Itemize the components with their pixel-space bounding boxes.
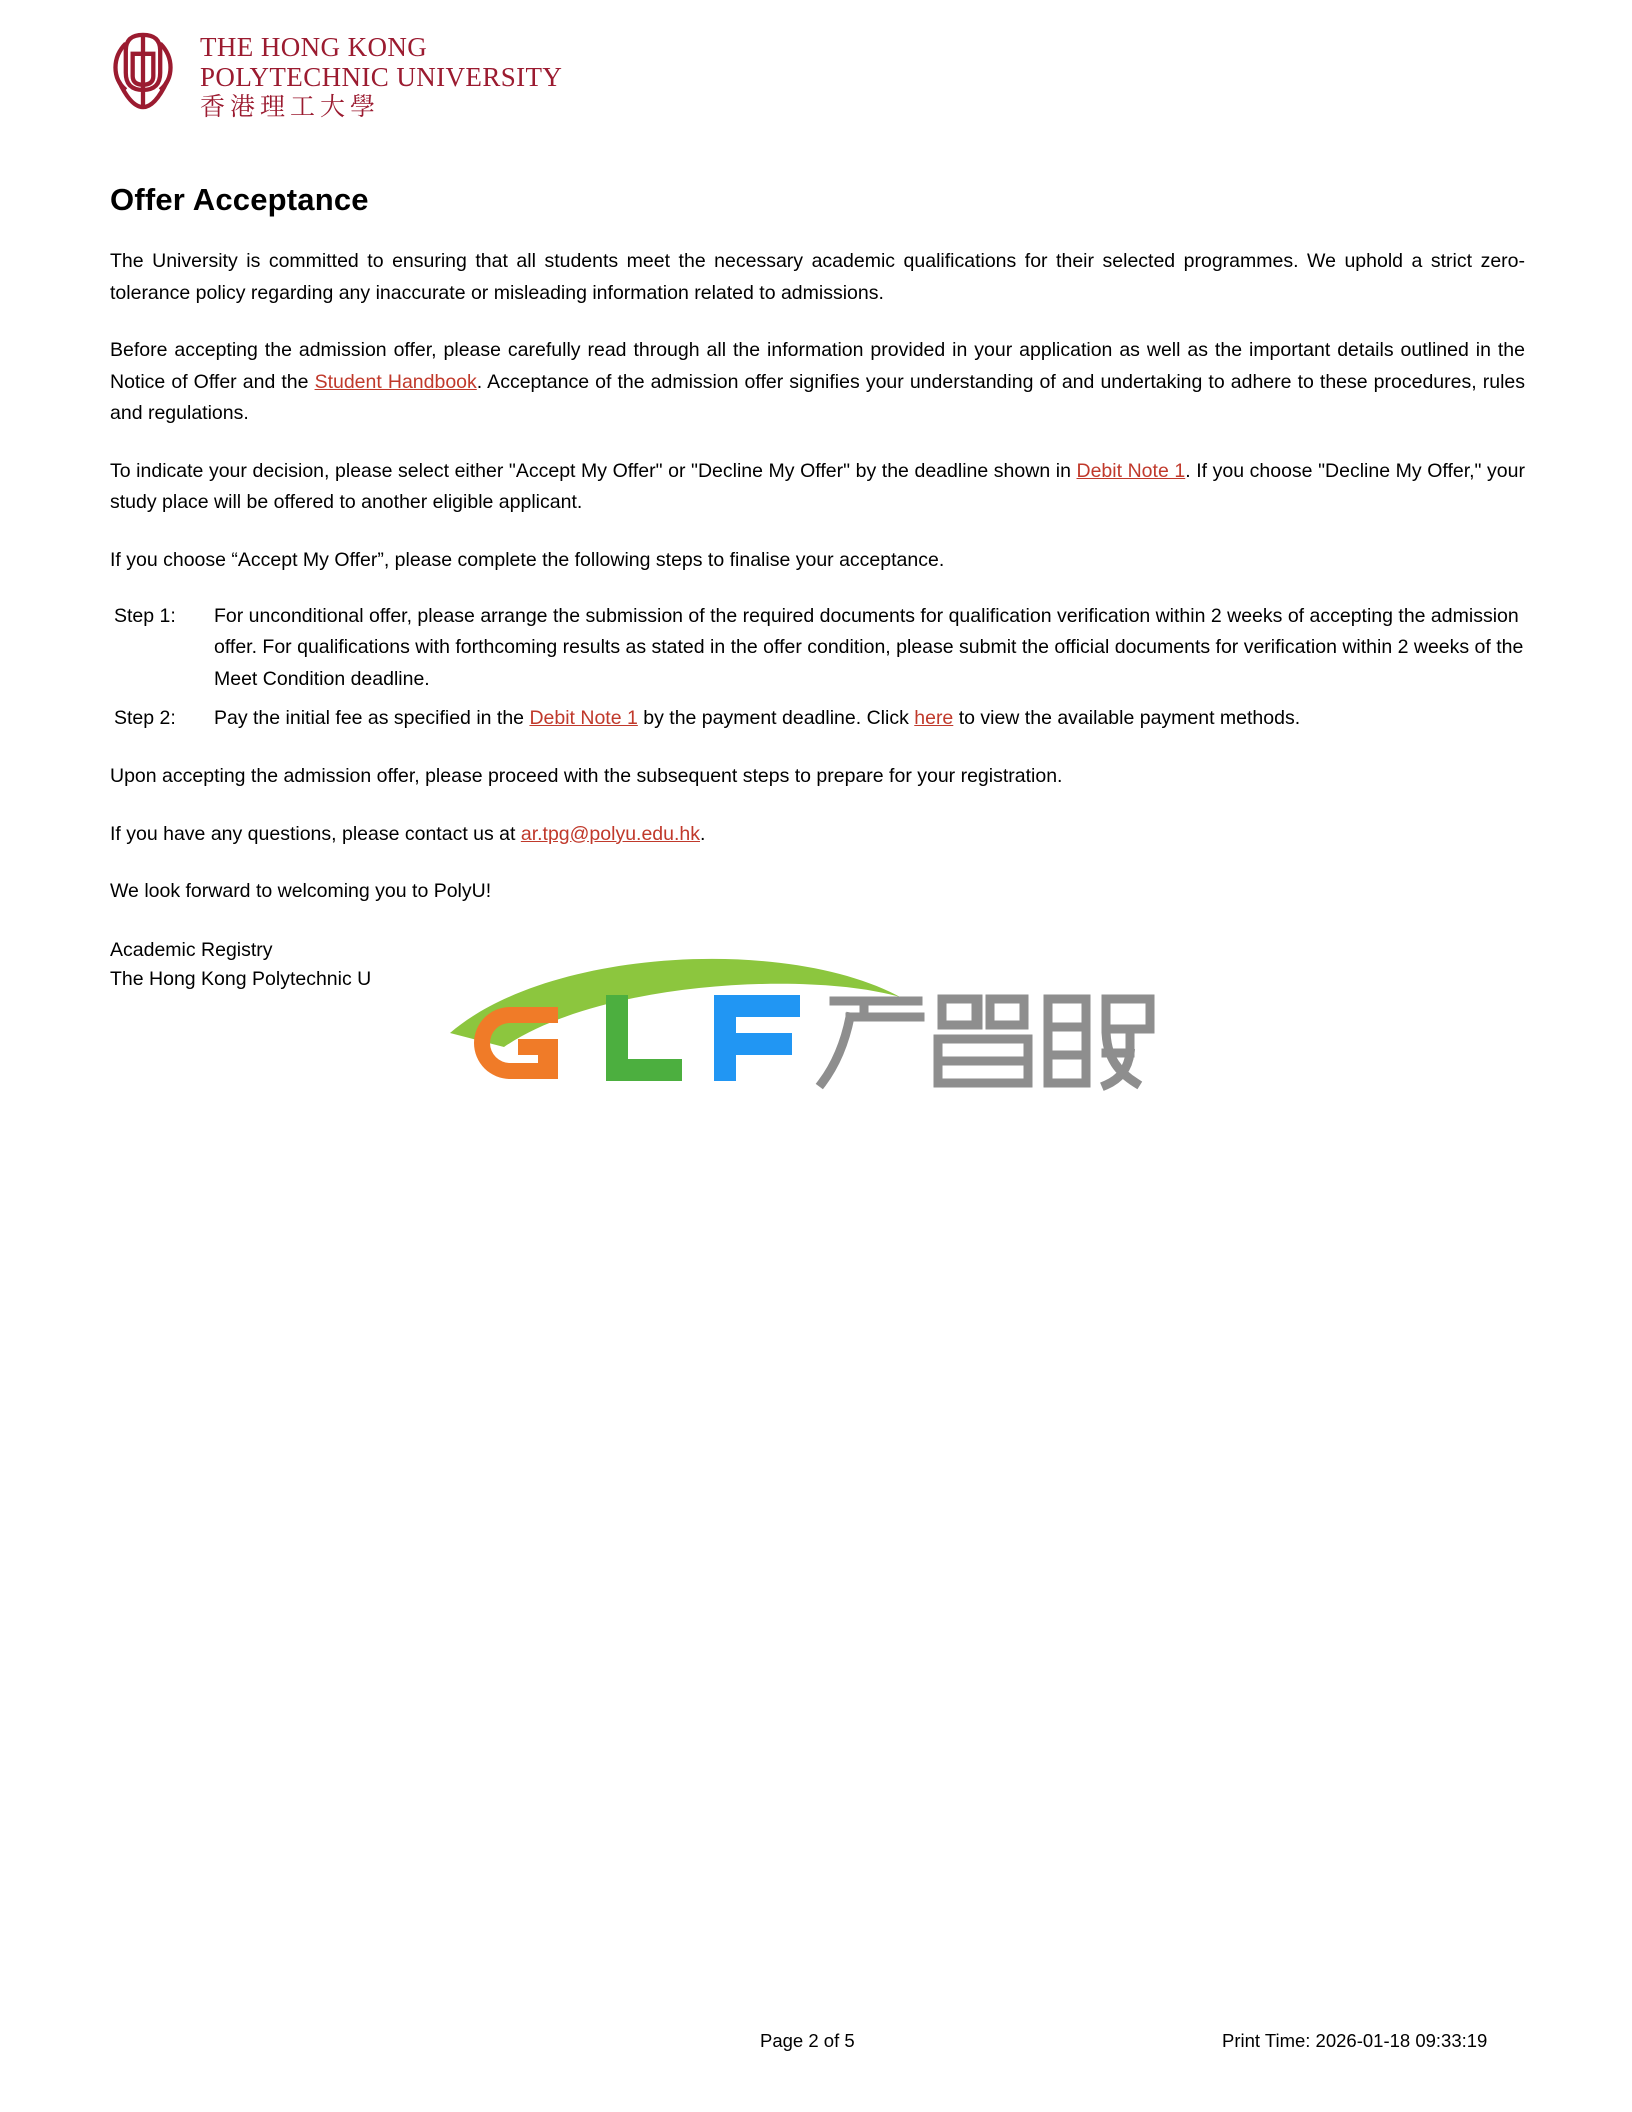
footer-page-number: Page 2 of 5: [760, 2030, 855, 2051]
payment-methods-here-link[interactable]: here: [914, 707, 954, 730]
student-handbook-link[interactable]: Student Handbook: [314, 370, 477, 393]
step-2-text-part1: Pay the initial fee as specified in the: [214, 707, 530, 730]
document-body: [110, 182, 1525, 994]
paragraph-contact: [110, 819, 1525, 851]
step-2-text-part3: to view the available payment methods.: [953, 707, 1301, 730]
signature-line-1: Academic Registry: [110, 938, 273, 961]
paragraph-accept-steps-intro: If you choose “Accept My Offer”, please complete the following steps to finalise your acceptance.: [110, 549, 945, 572]
paragraph-contact-text1: If you have any questions, please contact us at: [110, 822, 521, 845]
university-logo-block: [100, 28, 562, 122]
paragraph-before-accepting: [110, 335, 1525, 430]
step-1-text: For unconditional offer, please arrange the submission of the required documents for qualification verification within 2 weeks of accepting the admission offer. For qualifications with forthcoming results as stated in the offer condition, please submit the official documents for verification within 2 weeks of the Meet Condition deadline.: [214, 604, 1524, 690]
step-1-row: [114, 601, 1525, 696]
signature-line-2: The Hong Kong Polytechnic U: [110, 967, 372, 990]
contact-email-link[interactable]: ar.tpg@polyu.edu.hk: [520, 822, 701, 845]
step-2-text-part2: by the payment deadline. Click: [637, 707, 915, 730]
paragraph-welcome: We look forward to welcoming you to PolyU!: [110, 880, 492, 903]
university-name-line1: THE HONG KONG: [200, 32, 428, 62]
step-1-label: Step 1:: [114, 604, 176, 627]
paragraph-indicate-decision-text1: To indicate your decision, please select either "Accept My Offer" or "Decline My Offer" by the deadline shown in: [110, 459, 1077, 482]
step-2-row: [114, 703, 1525, 735]
paragraph-before-accepting-text1: Before accepting the admission offer, please carefully read through all the information provided in your application as well as the important details outlined in the Notice of Offer and the: [110, 339, 1525, 393]
page-title: Offer Acceptance: [110, 182, 369, 217]
paragraph-indicate-decision-text2: . If you choose "Decline My Offer," your study place will be offered to another eligible applicant.: [110, 459, 1525, 514]
paragraph-contact-text2: .: [700, 822, 706, 845]
step-2-text: [214, 703, 1525, 735]
step-2-debit-note-link[interactable]: Debit Note 1: [529, 707, 638, 730]
university-name-line2: POLYTECHNIC UNIVERSITY: [200, 62, 563, 93]
glf-watermark-logo: [430, 955, 1160, 1105]
paragraph-registration-next-steps: Upon accepting the admission offer, please proceed with the subsequent steps to prepare for your registration.: [110, 764, 1063, 787]
university-name: [200, 28, 562, 122]
paragraph-before-accepting-text2: . Acceptance of the admission offer signifies your understanding of and undertaking to adhere to these procedures, rules and regulations.: [110, 370, 1525, 425]
university-name-chinese: 香港理工大學: [200, 94, 381, 122]
polyu-logo-icon: [100, 28, 186, 114]
debit-note-1-link[interactable]: Debit Note 1: [1076, 459, 1186, 482]
paragraph-commitment: The University is committed to ensuring that all students meet the necessary academic qualifications for their selected programmes. We uphold a strict zero-tolerance policy regarding any inaccurate or misleading information related to admissions.: [110, 250, 1525, 304]
paragraph-indicate-decision: [110, 456, 1525, 519]
step-2-label: Step 2:: [114, 707, 176, 730]
steps-list: [114, 601, 1525, 735]
footer-print-time: Print Time: 2026-01-18 09:33:19: [1222, 2030, 1488, 2051]
